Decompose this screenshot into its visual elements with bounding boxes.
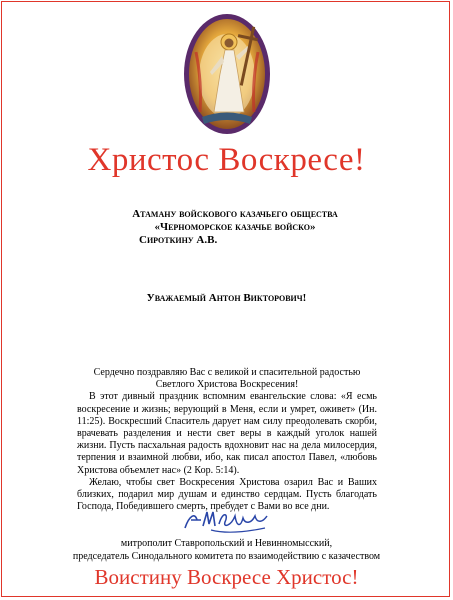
recipient-address: [110, 208, 360, 247]
letter-body: [77, 367, 377, 513]
address-line-3: Сироткину А.В.: [139, 234, 218, 246]
paragraph-1: Сердечно поздравляю Вас с великой и спасительной радостью Светлого Христова Воскресения!: [93, 367, 361, 391]
paragraph-2: В этот дивный праздник вспомним евангельские слова: «Я есмь воскресение и жизнь; верующий в Меня, если и умрет, оживет» (Ин. 11:25). Воскресший Спаситель дарует нам силу преодолевать скорби, врачевать разделения и нести свет веры в каждый уголок нашей жизни. Пусть пасхальная радость вдохновит нас на дела милосердия, терпения и взаимной любви, ибо, как писал апостол Павел, «любовь Христова объемлет нас» (2 Кор. 5:14).: [77, 391, 377, 476]
address-line-2: «Черноморское казачье войско»: [154, 221, 316, 233]
signature-line-2: председатель Синодального комитета по взаимодействию с казачеством: [72, 550, 381, 562]
signature-line-1: митрополит Ставропольский и Невинномысский,: [120, 538, 333, 549]
closing-greeting: Воистину Воскресе Христос!: [94, 565, 359, 589]
salutation: Уважаемый Антон Викторович!: [146, 292, 307, 304]
signature-block: [0, 538, 453, 563]
paragraph-3: Желаю, чтобы свет Воскресения Христова озарил Вас и Ваших близких, подарил мир душам и единство сердцам. Пусть благодать Господа, Победившего смерть, пребудет с Вами во все дни.: [77, 476, 377, 513]
handwritten-signature: [181, 506, 271, 536]
page-title: Христос Воскресе!: [87, 142, 366, 178]
address-line-1: Атаману войскового казачьего общества: [132, 208, 338, 220]
resurrection-icon-image: [182, 12, 272, 136]
